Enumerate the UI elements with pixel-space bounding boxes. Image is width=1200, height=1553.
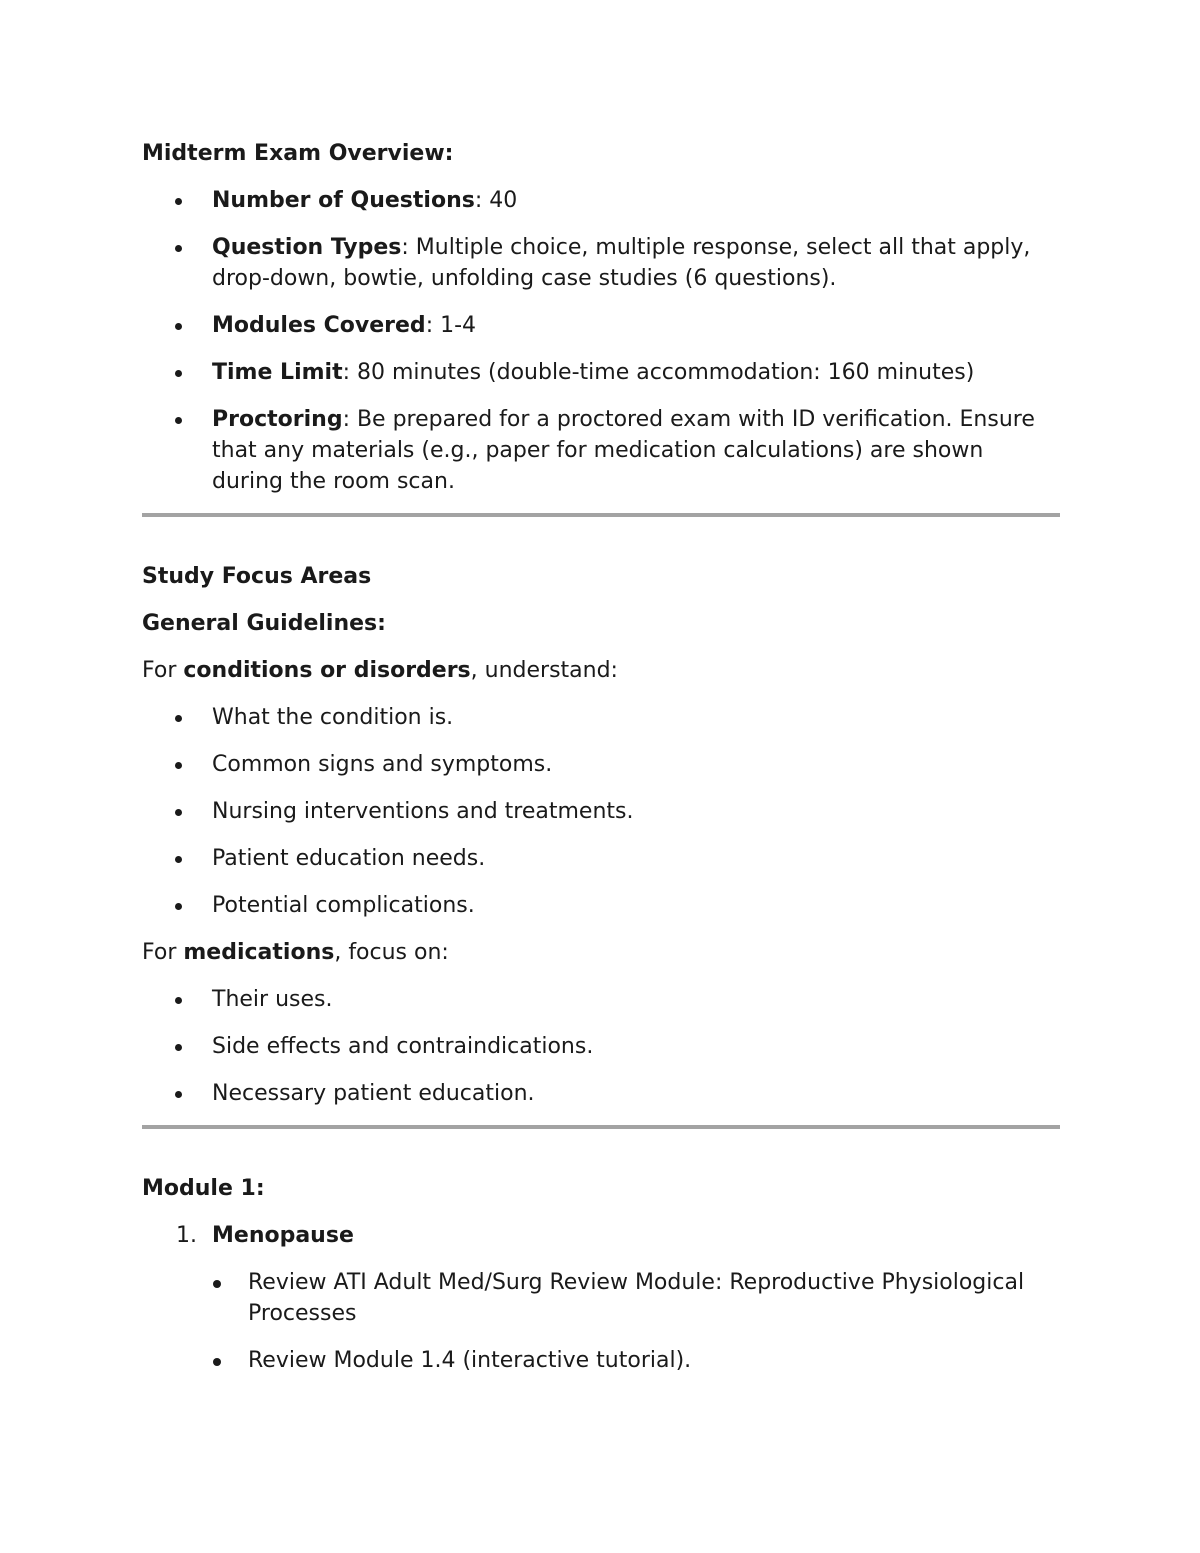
- bullet-icon: [175, 762, 182, 769]
- list-item: [142, 232, 1060, 294]
- list-item: [142, 1267, 1060, 1329]
- bullet-icon: [175, 370, 182, 377]
- list-item: [142, 749, 1060, 780]
- module1-topics: [142, 1220, 1060, 1251]
- horizontal-divider: [142, 1125, 1060, 1129]
- item-text: : 80 minutes (double-time accommodation: 160 minutes): [342, 360, 975, 385]
- overview-heading: Midterm Exam Overview:: [142, 141, 454, 166]
- item-text: Side effects and contraindications.: [212, 1034, 594, 1059]
- bullet-icon: [175, 1091, 182, 1098]
- item-text: Nursing interventions and treatments.: [212, 799, 634, 824]
- list-item: [142, 843, 1060, 874]
- list-item: [142, 357, 1060, 388]
- item-text: : 1-4: [425, 313, 477, 338]
- topic-item: [142, 1220, 1060, 1251]
- item-text: Review Module 1.4 (interactive tutorial).: [248, 1348, 692, 1373]
- item-label: Question Types: [212, 235, 402, 260]
- guidelines-heading: General Guidelines:: [142, 611, 386, 636]
- bullet-icon: [175, 198, 182, 205]
- topic-number: 1.: [176, 1223, 197, 1248]
- bullet-icon: [213, 1358, 221, 1366]
- intro-text: , focus on:: [334, 940, 449, 965]
- list-item: [142, 185, 1060, 216]
- list-item: [142, 796, 1060, 827]
- item-text: Necessary patient education.: [212, 1081, 535, 1106]
- intro-bold: medications: [183, 940, 335, 965]
- conditions-intro: [142, 655, 1060, 686]
- list-item: [142, 1345, 1060, 1376]
- list-item: [142, 1078, 1060, 1109]
- horizontal-divider: [142, 513, 1060, 517]
- intro-text: For: [142, 940, 184, 965]
- bullet-icon: [175, 715, 182, 722]
- item-text: : Be prepared for a proctored exam with ID verification. Ensure that any materials (e.g., paper for medication calculations) are shown during the room scan.: [212, 407, 1035, 494]
- module1-heading: Module 1:: [142, 1176, 265, 1201]
- intro-text: For: [142, 658, 184, 683]
- item-label: Proctoring: [212, 407, 343, 432]
- item-label: Time Limit: [212, 360, 343, 385]
- item-text: : 40: [474, 188, 518, 213]
- study-heading: Study Focus Areas: [142, 564, 372, 589]
- bullet-icon: [175, 1044, 182, 1051]
- list-item: [142, 890, 1060, 921]
- list-item: [142, 404, 1060, 497]
- list-item: [142, 1031, 1060, 1062]
- bullet-icon: [175, 997, 182, 1004]
- bullet-icon: [175, 417, 182, 424]
- item-text: Their uses.: [212, 987, 333, 1012]
- item-label: Number of Questions: [212, 188, 475, 213]
- intro-bold: conditions or disorders: [183, 658, 471, 683]
- medications-intro: [142, 937, 1060, 968]
- bullet-icon: [175, 809, 182, 816]
- list-item: [142, 310, 1060, 341]
- item-text: Common signs and symptoms.: [212, 752, 553, 777]
- list-item: [142, 702, 1060, 733]
- bullet-icon: [175, 856, 182, 863]
- bullet-icon: [175, 903, 182, 910]
- item-label: Modules Covered: [212, 313, 426, 338]
- intro-text: , understand:: [470, 658, 618, 683]
- item-text: : Multiple choice, multiple response, select all that apply, drop-down, bowtie, unfolding case studies (6 questions).: [212, 235, 1031, 291]
- bullet-icon: [175, 245, 182, 252]
- item-text: Potential complications.: [212, 893, 475, 918]
- module1-subitems: [142, 1267, 1060, 1376]
- item-text: Review ATI Adult Med/Surg Review Module: Reproductive Physiological Processes: [248, 1270, 1025, 1326]
- item-text: What the condition is.: [212, 705, 454, 730]
- conditions-list: [142, 702, 1060, 921]
- item-text: Patient education needs.: [212, 846, 486, 871]
- bullet-icon: [175, 323, 182, 330]
- bullet-icon: [213, 1280, 221, 1288]
- overview-list: [142, 185, 1060, 497]
- medications-list: [142, 984, 1060, 1109]
- document-page: [142, 138, 1060, 1392]
- topic-name: Menopause: [212, 1223, 354, 1248]
- list-item: [142, 984, 1060, 1015]
